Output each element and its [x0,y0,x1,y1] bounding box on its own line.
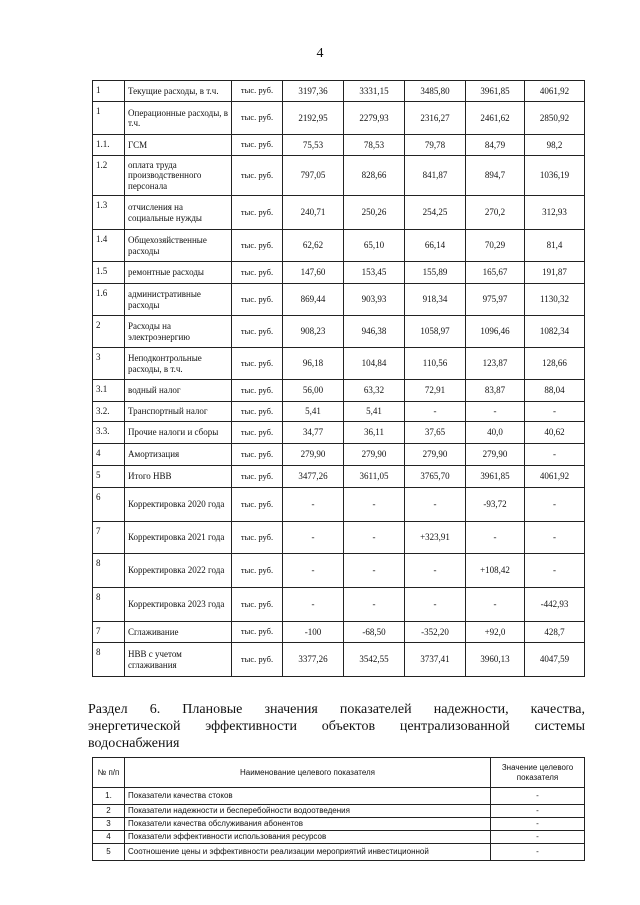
indicator-name: Показатели качества стоков [125,788,491,805]
row-name: Корректировка 2021 года [125,522,232,554]
header-name: Наименование целевого показателя [125,758,491,788]
table-row [93,488,585,522]
row-name: ГСМ [125,135,232,156]
row-unit: тыс. руб. [232,466,283,488]
row-value: 841,87 [405,156,466,196]
row-unit: тыс. руб. [232,102,283,135]
row-value: - [344,554,405,588]
row-value: 828,66 [344,156,405,196]
indicator-value: - [491,788,585,805]
row-value: 3197,36 [283,81,344,102]
section-heading [88,701,585,752]
row-value: - [283,522,344,554]
row-value: 946,38 [344,316,405,348]
row-number: 1 [93,102,125,135]
table-row [93,284,585,316]
row-value: 66,14 [405,230,466,262]
row-unit: тыс. руб. [232,554,283,588]
row-name: Амортизация [125,444,232,466]
row-number: 7 [93,622,125,643]
table-row [93,196,585,230]
row-name: отчисления на социальные нужды [125,196,232,230]
row-number: 1 [93,81,125,102]
indicators-table [92,757,585,861]
row-value: -352,20 [405,622,466,643]
row-name: Текущие расходы, в т.ч. [125,81,232,102]
row-unit: тыс. руб. [232,380,283,402]
row-name: Транспортный налог [125,402,232,422]
row-value: 797,05 [283,156,344,196]
table-row [93,316,585,348]
row-value: - [466,588,525,622]
row-unit: тыс. руб. [232,230,283,262]
header-value: Значение целевого показателя [491,758,585,788]
row-unit: тыс. руб. [232,402,283,422]
row-number: 8 [93,643,125,677]
row-name: Корректировка 2022 года [125,554,232,588]
row-number: 1.2 [93,156,125,196]
row-number: 7 [93,522,125,554]
row-value: 78,53 [344,135,405,156]
row-value: 34,77 [283,422,344,444]
page-number: 4 [316,46,324,61]
row-value: -93,72 [466,488,525,522]
indicator-name: Показатели эффективности использования ресурсов [125,831,491,844]
section-heading-line: энергетической эффективности объектов централизованной системы [88,719,585,734]
row-unit: тыс. руб. [232,622,283,643]
row-value: 110,56 [405,348,466,380]
table-row [93,622,585,643]
row-value: 903,93 [344,284,405,316]
row-value: 104,84 [344,348,405,380]
row-name: НВВ с учетом сглаживания [125,643,232,677]
row-value: - [405,588,466,622]
table-row [93,102,585,135]
row-value: 1058,97 [405,316,466,348]
row-unit: тыс. руб. [232,348,283,380]
row-value: - [525,402,585,422]
row-value: 3542,55 [344,643,405,677]
row-value: 254,25 [405,196,466,230]
row-number: 3 [93,348,125,380]
row-value: - [405,554,466,588]
row-value: 270,2 [466,196,525,230]
row-name: ремонтные расходы [125,262,232,284]
row-value: 2279,93 [344,102,405,135]
row-value: 975,97 [466,284,525,316]
table-row [93,844,585,861]
row-number: 1.4 [93,230,125,262]
row-value: -100 [283,622,344,643]
row-name: административные расходы [125,284,232,316]
table-row [93,818,585,831]
row-value: - [466,402,525,422]
row-name: Сглаживание [125,622,232,643]
row-value: - [344,588,405,622]
row-value: 1082,34 [525,316,585,348]
section-heading-line: водоснабжения [88,736,180,751]
row-unit: тыс. руб. [232,422,283,444]
header-no: № п/п [93,758,125,788]
table-row [93,230,585,262]
row-unit: тыс. руб. [232,588,283,622]
row-value: 128,66 [525,348,585,380]
row-value: 3611,05 [344,466,405,488]
row-value: 4061,92 [525,466,585,488]
row-value: 428,7 [525,622,585,643]
row-value: - [283,554,344,588]
row-number: 1.6 [93,284,125,316]
table-row [93,156,585,196]
table-row [93,554,585,588]
row-number: 6 [93,488,125,522]
indicator-value: - [491,818,585,831]
row-value: -68,50 [344,622,405,643]
row-value: 75,53 [283,135,344,156]
row-value: 3377,26 [283,643,344,677]
row-value: 3961,85 [466,466,525,488]
row-name: Общехозяйственные расходы [125,230,232,262]
section-heading-line: Раздел 6. Плановые значения показателей надежности, качества, [88,702,585,717]
row-value: - [525,488,585,522]
row-value: 3737,41 [405,643,466,677]
row-value: 918,34 [405,284,466,316]
row-value: 62,62 [283,230,344,262]
row-value: 79,78 [405,135,466,156]
row-value: 2461,62 [466,102,525,135]
table-row [93,81,585,102]
row-value: 279,90 [283,444,344,466]
row-name: Прочие налоги и сборы [125,422,232,444]
row-value: 908,23 [283,316,344,348]
row-number: 3.3. [93,422,125,444]
row-value: 279,90 [344,444,405,466]
row-value: - [344,488,405,522]
row-value: 72,91 [405,380,466,402]
table-row [93,444,585,466]
indicator-name: Показатели надежности и бесперебойности водоотведения [125,805,491,818]
row-number: 2 [93,316,125,348]
row-unit: тыс. руб. [232,444,283,466]
row-name: Итого НВВ [125,466,232,488]
row-number: 4 [93,444,125,466]
table-row [93,522,585,554]
row-value: 5,41 [283,402,344,422]
indicator-number: 4 [93,831,125,844]
table-row [93,402,585,422]
row-value: 240,71 [283,196,344,230]
table-row [93,643,585,677]
row-value: 98,2 [525,135,585,156]
row-unit: тыс. руб. [232,488,283,522]
row-value: - [466,522,525,554]
row-unit: тыс. руб. [232,284,283,316]
indicator-number: 2 [93,805,125,818]
row-number: 5 [93,466,125,488]
row-value: 279,90 [405,444,466,466]
row-unit: тыс. руб. [232,643,283,677]
row-value: +92,0 [466,622,525,643]
row-unit: тыс. руб. [232,316,283,348]
row-value: 155,89 [405,262,466,284]
indicator-number: 3 [93,818,125,831]
row-value: 191,87 [525,262,585,284]
row-value: 2850,92 [525,102,585,135]
row-value: +108,42 [466,554,525,588]
row-value: - [344,522,405,554]
row-value: 65,10 [344,230,405,262]
table-row [93,788,585,805]
table-row [93,380,585,402]
row-unit: тыс. руб. [232,262,283,284]
row-unit: тыс. руб. [232,196,283,230]
row-name: Неподконтрольные расходы, в т.ч. [125,348,232,380]
row-value: 894,7 [466,156,525,196]
row-value: 84,79 [466,135,525,156]
row-number: 3.1 [93,380,125,402]
row-value: 2316,27 [405,102,466,135]
row-value: -442,93 [525,588,585,622]
row-value: 153,45 [344,262,405,284]
row-value: 312,93 [525,196,585,230]
table-row [93,805,585,818]
row-value: - [283,588,344,622]
row-number: 1.5 [93,262,125,284]
row-value: - [405,402,466,422]
cost-table [92,80,585,677]
indicator-value: - [491,805,585,818]
row-value: 56,00 [283,380,344,402]
row-value: - [405,488,466,522]
row-value: - [283,488,344,522]
row-unit: тыс. руб. [232,522,283,554]
row-value: - [525,444,585,466]
row-value: 279,90 [466,444,525,466]
row-unit: тыс. руб. [232,135,283,156]
indicator-name: Соотношение цены и эффективности реализации мероприятий инвестиционной [125,844,491,861]
row-value: 37,65 [405,422,466,444]
row-name: Корректировка 2020 года [125,488,232,522]
row-value: 165,67 [466,262,525,284]
row-name: водный налог [125,380,232,402]
row-value: 3960,13 [466,643,525,677]
row-name: Корректировка 2023 года [125,588,232,622]
row-value: 2192,95 [283,102,344,135]
row-value: 1036,19 [525,156,585,196]
row-value: - [525,522,585,554]
table-row [93,466,585,488]
indicator-value: - [491,831,585,844]
row-value: 40,0 [466,422,525,444]
row-name: Операционные расходы, в т.ч. [125,102,232,135]
row-value: 3765,70 [405,466,466,488]
row-number: 1.1. [93,135,125,156]
row-name: оплата труда производственного персонала [125,156,232,196]
table-row [93,262,585,284]
table-row [93,135,585,156]
row-value: 40,62 [525,422,585,444]
row-number: 3.2. [93,402,125,422]
indicator-value: - [491,844,585,861]
table-row [93,588,585,622]
row-value: 83,87 [466,380,525,402]
table-row [93,422,585,444]
row-value: 63,32 [344,380,405,402]
row-value: 4047,59 [525,643,585,677]
row-value: 81,4 [525,230,585,262]
row-value: 88,04 [525,380,585,402]
row-value: 250,26 [344,196,405,230]
row-value: 147,60 [283,262,344,284]
row-value: 3961,85 [466,81,525,102]
table-row [93,348,585,380]
row-value: 4061,92 [525,81,585,102]
row-value: 3485,80 [405,81,466,102]
row-value: 1130,32 [525,284,585,316]
row-number: 8 [93,588,125,622]
row-number: 8 [93,554,125,588]
row-value: 96,18 [283,348,344,380]
row-unit: тыс. руб. [232,81,283,102]
row-name: Расходы на электроэнергию [125,316,232,348]
row-value: 3331,15 [344,81,405,102]
table-row [93,831,585,844]
row-value: 123,87 [466,348,525,380]
row-value: 70,29 [466,230,525,262]
row-value: +323,91 [405,522,466,554]
row-value: - [525,554,585,588]
row-value: 3477,26 [283,466,344,488]
row-value: 1096,46 [466,316,525,348]
row-value: 869,44 [283,284,344,316]
row-value: 36,11 [344,422,405,444]
table-header-row [93,758,585,788]
row-unit: тыс. руб. [232,156,283,196]
indicator-number: 1. [93,788,125,805]
indicator-name: Показатели качества обслуживания абонентов [125,818,491,831]
indicator-number: 5 [93,844,125,861]
row-number: 1.3 [93,196,125,230]
row-value: 5,41 [344,402,405,422]
